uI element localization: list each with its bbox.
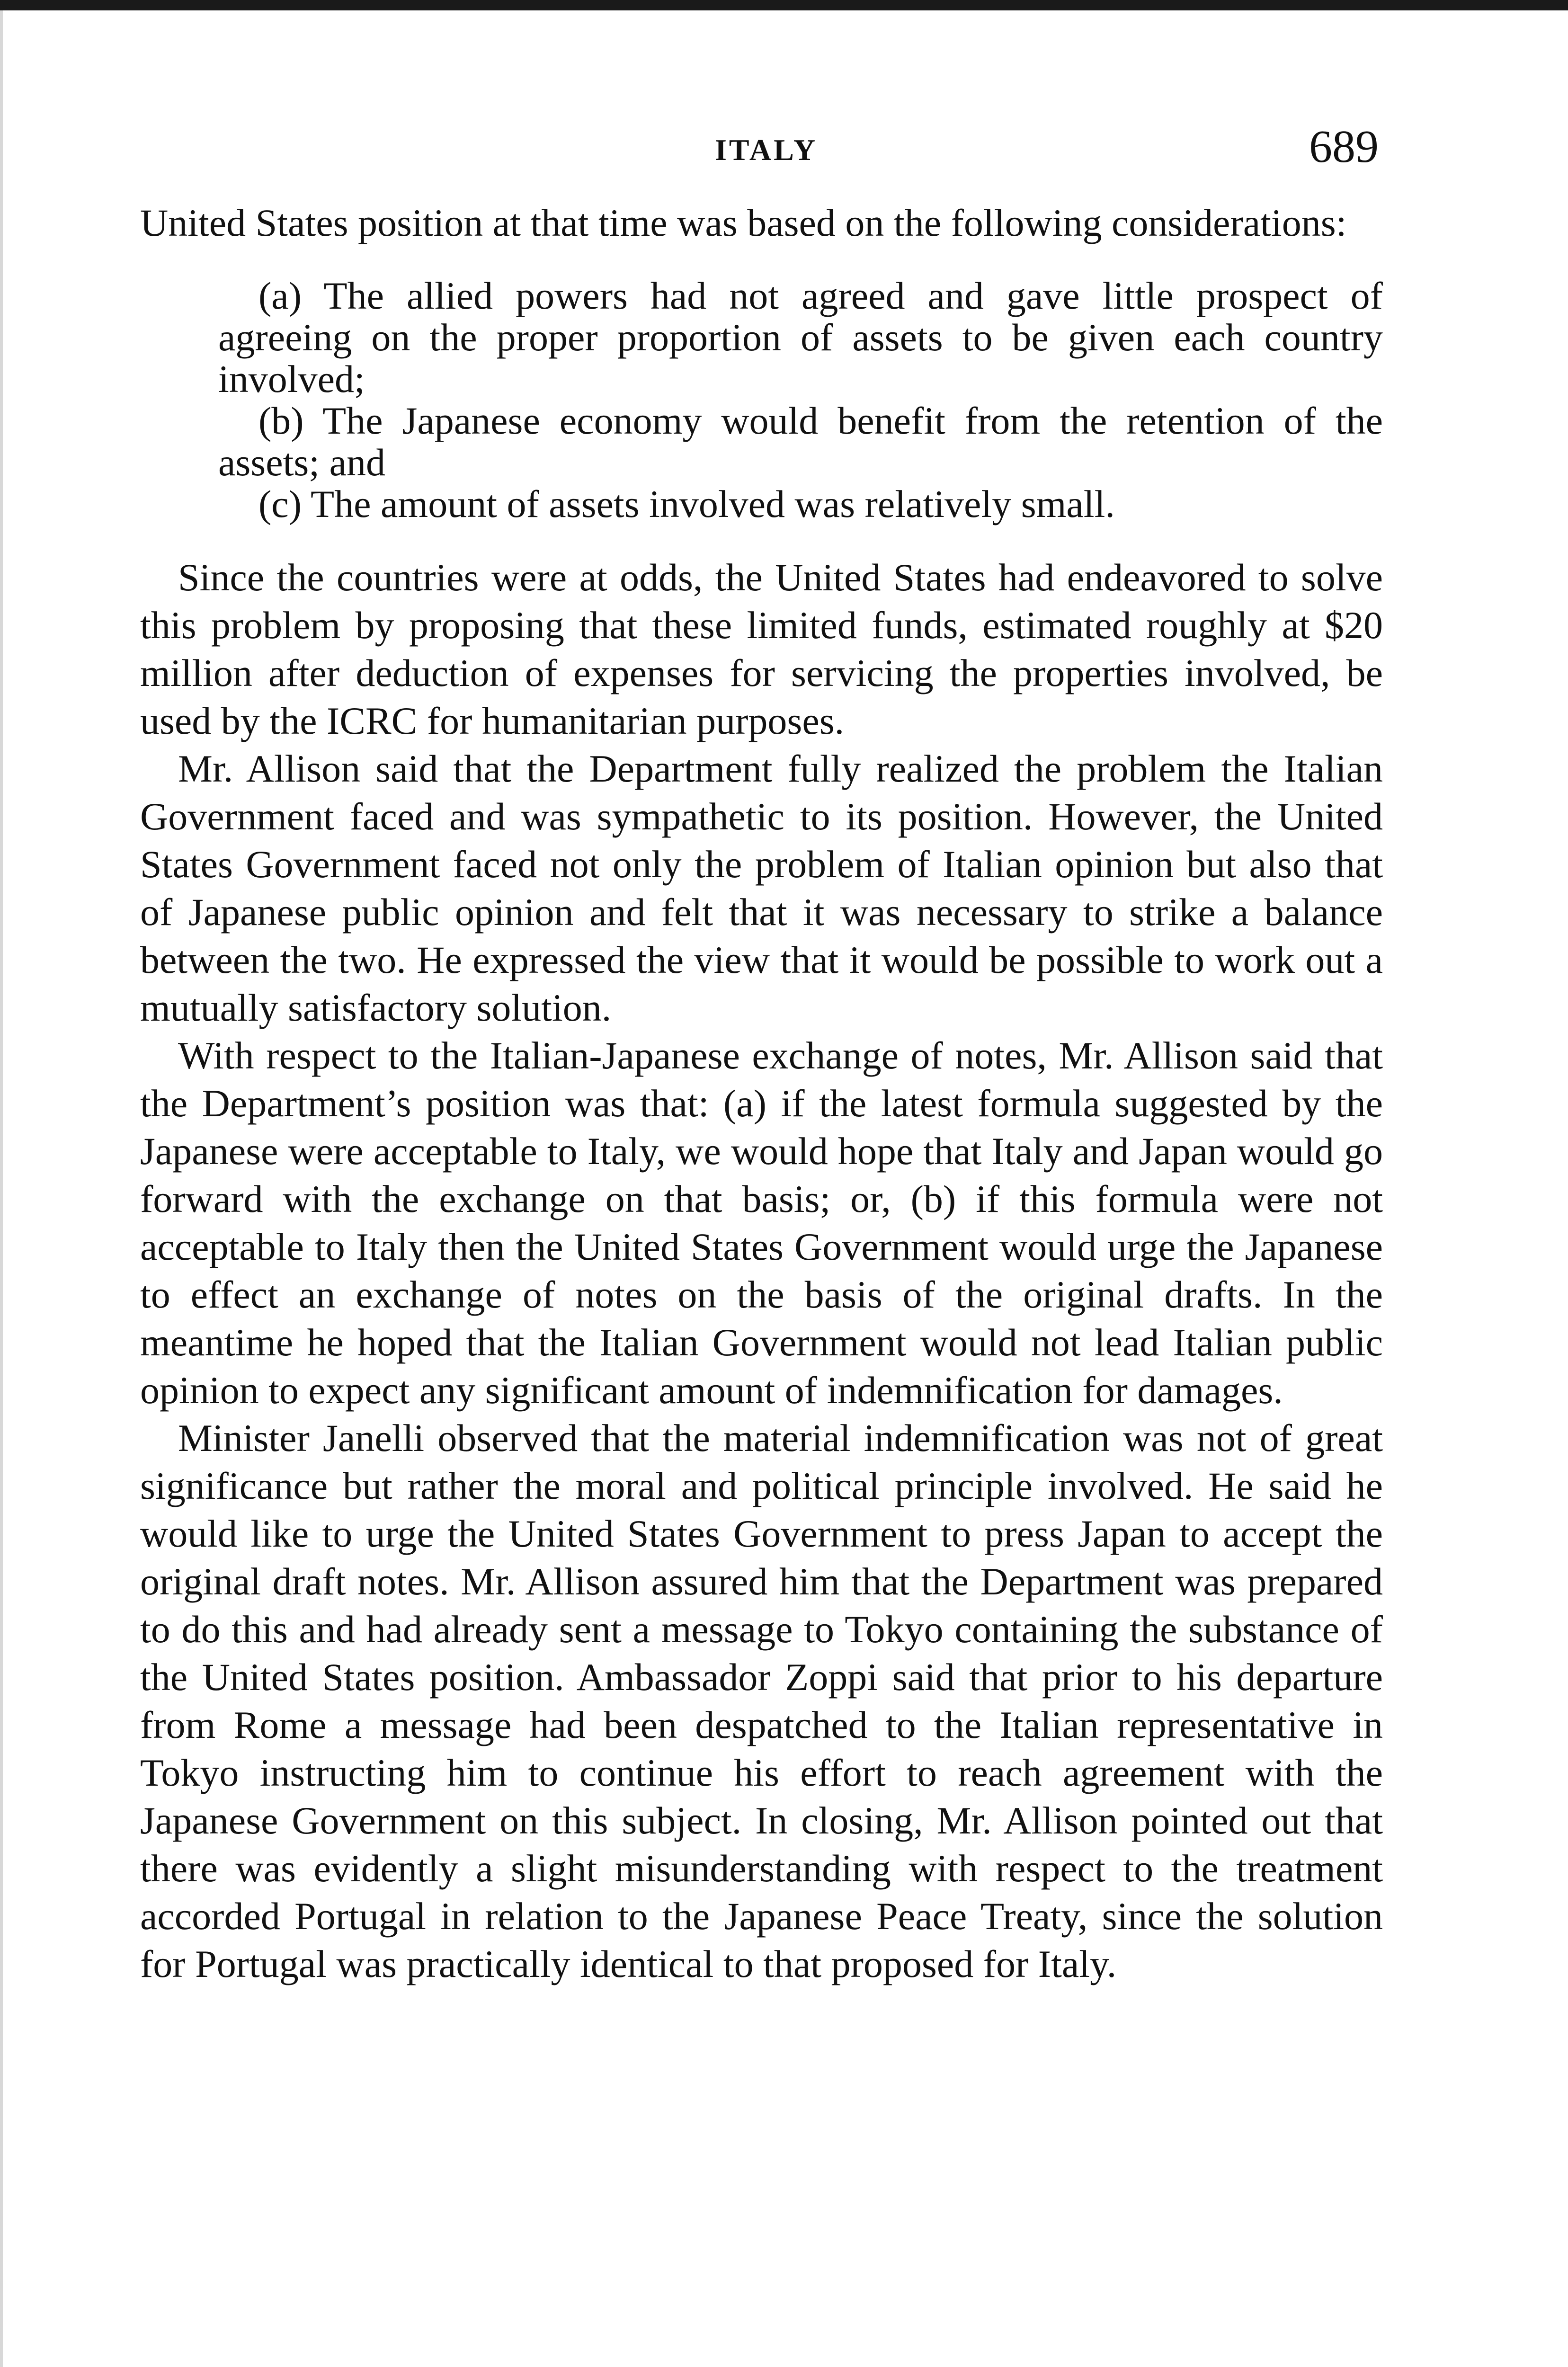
page-left-edge bbox=[0, 10, 3, 2367]
page-top-rule bbox=[0, 0, 1568, 10]
consideration-item: (b) The Japanese economy would benefit from the retention of the assets; and bbox=[218, 399, 1383, 484]
page-number: 689 bbox=[1309, 121, 1379, 172]
body-paragraph: Since the countries were at odds, the United States had endeavored to solve this problem by proposing that these limited funds, estimated roughly at $20 million after deduction of expenses for servicing the properties involved, be used by the ICRC for humanitarian purposes. bbox=[140, 556, 1383, 742]
running-head: ITALY bbox=[715, 133, 818, 167]
consideration-item: (c) The amount of assets involved was relatively small. bbox=[258, 482, 1115, 525]
body-paragraph: With respect to the Italian-Japanese exchange of notes, Mr. Allison said that the Department’s position was that: (a) if the latest formula suggested by the Japanese were acceptable to Italy, we would hope that Italy and Japan would go forward with the exchange on that basis; or, (b) if this formula were not acceptable to Italy then the United States Government would urge the Japanese to effect an exchange of notes on the basis of the original drafts. In the meantime he hoped that the Italian Government would not lead Italian public opinion to expect any significant amount of indemnification for damages. bbox=[140, 1034, 1383, 1412]
considerations-list bbox=[218, 275, 1383, 525]
page-body bbox=[140, 199, 1383, 1988]
page-header bbox=[0, 118, 1568, 175]
body-paragraph: Minister Janelli observed that the material indemnification was not of great significance but rather the moral and political principle involved. He said he would like to urge the United States Government to press Japan to accept the original draft notes. Mr. Allison assured him that the Department was prepared to do this and had already sent a message to Tokyo containing the substance of the United States position. Ambassador Zoppi said that prior to his departure from Rome a message had been despatched to the Italian representative in Tokyo instructing him to continue his effort to reach agreement with the Japanese Government on this subject. In closing, Mr. Allison pointed out that there was evidently a slight misunderstanding with respect to the treatment accorded Portugal in relation to the Japanese Peace Treaty, since the solution for Portugal was practically identical to that proposed for Italy. bbox=[140, 1416, 1383, 1985]
consideration-item: (a) The allied powers had not agreed and gave little prospect of agreeing on the proper proportion of assets to be given each country involved; bbox=[218, 274, 1383, 400]
body-paragraph: Mr. Allison said that the Department fully realized the problem the Italian Government faced and was sympathetic to its position. However, the United States Government faced not only the problem of Italian opinion but also that of Japanese public opinion and felt that it was necessary to strike a balance between the two. He expressed the view that it would be possible to work out a mutually satisfactory solution. bbox=[140, 747, 1383, 1029]
lead-paragraph: United States position at that time was based on the following considerations: bbox=[140, 201, 1347, 244]
